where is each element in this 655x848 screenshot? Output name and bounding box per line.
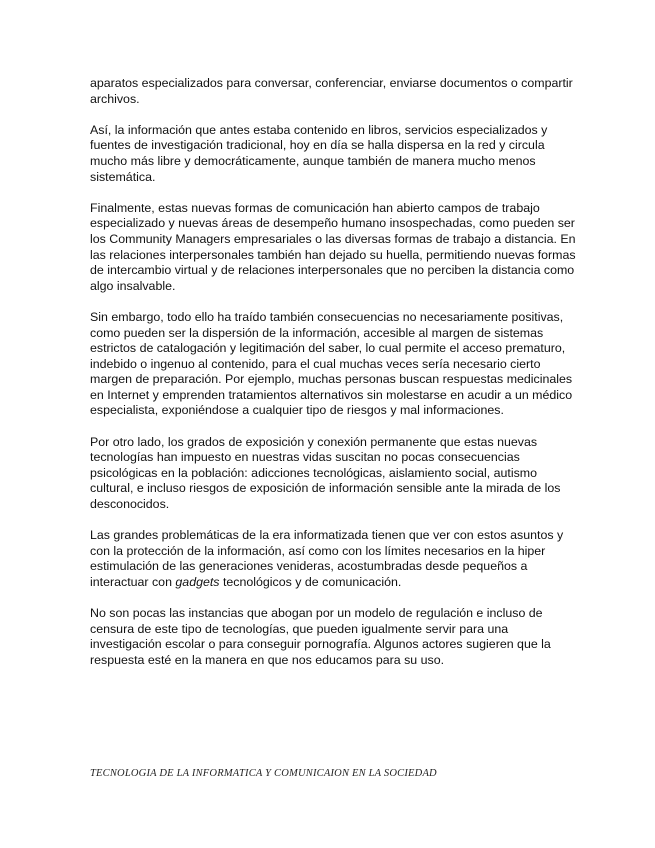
paragraph-6-after: tecnológicos y de comunicación. xyxy=(219,575,402,589)
paragraph-2: Así, la información que antes estaba contenido en libros, servicios especializados y fuentes de investigación tradicional, hoy en día se halla dispersa en la red y circula mucho más libre y democráticamente, aunque también de manera mucho menos sistemática. xyxy=(90,122,548,184)
paragraph-6-italic: gadgets xyxy=(175,575,220,589)
paragraph-1: aparatos especializados para conversar, conferenciar, enviarse documentos o compartir archivos. xyxy=(90,76,573,106)
paragraph-6-before: Las grandes problemáticas de la era informatizada tienen que ver con estos asuntos y con la protección de la información, así como con los límites necesarios en la hiper estimulación de las generaciones venideras, acostumbradas desde pequeños a interactuar con xyxy=(90,528,564,589)
paragraph-5: Por otro lado, los grados de exposición y conexión permanente que estas nuevas tecnologías han impuesto en nuestras vidas suscitan no pocas consecuencias psicológicas en la población: adicciones tecnológicas, aislamiento social, autismo cultural, e incluso riesgos de exposición de información sensible ante la mirada de los desconocidos. xyxy=(90,434,561,512)
body-text xyxy=(90,76,578,684)
page-footer: TECNOLOGIA DE LA INFORMATICA Y COMUNICAION EN LA SOCIEDAD xyxy=(90,768,437,779)
paragraph-3: Finalmente, estas nuevas formas de comunicación han abierto campos de trabajo especializado y nuevas áreas de desempeño humano insospechadas, como pueden ser los Community Managers empresariales o las diversas formas de trabajo a distancia. En las relaciones interpersonales también han dejado su huella, permitiendo nuevas formas de intercambio virtual y de relaciones interpersonales que no perciben la distancia como algo insalvable. xyxy=(90,200,576,293)
paragraph-4: Sin embargo, todo ello ha traído también consecuencias no necesariamente positivas, como pueden ser la dispersión de la información, accesible al margen de sistemas estrictos de catalogación y legitimación del saber, lo cual permite el acceso prematuro, indebido o ingenuo al contenido, para el cual muchas veces sería necesario cierto margen de preparación. Por ejemplo, muchas personas buscan respuestas medicinales en Internet y emprenden tratamientos alternativos sin molestarse en acudir a un médico especialista, exponiéndose a cualquier tipo de riesgos y mal informaciones. xyxy=(90,309,573,418)
paragraph-7: No son pocas las instancias que abogan por un modelo de regulación e incluso de censura de este tipo de tecnologías, que pueden igualmente servir para una investigación escolar o para conseguir pornografía. Algunos actores sugieren que la respuesta esté en la manera en que nos educamos para su uso. xyxy=(90,606,551,667)
paragraph-6 xyxy=(90,528,578,590)
